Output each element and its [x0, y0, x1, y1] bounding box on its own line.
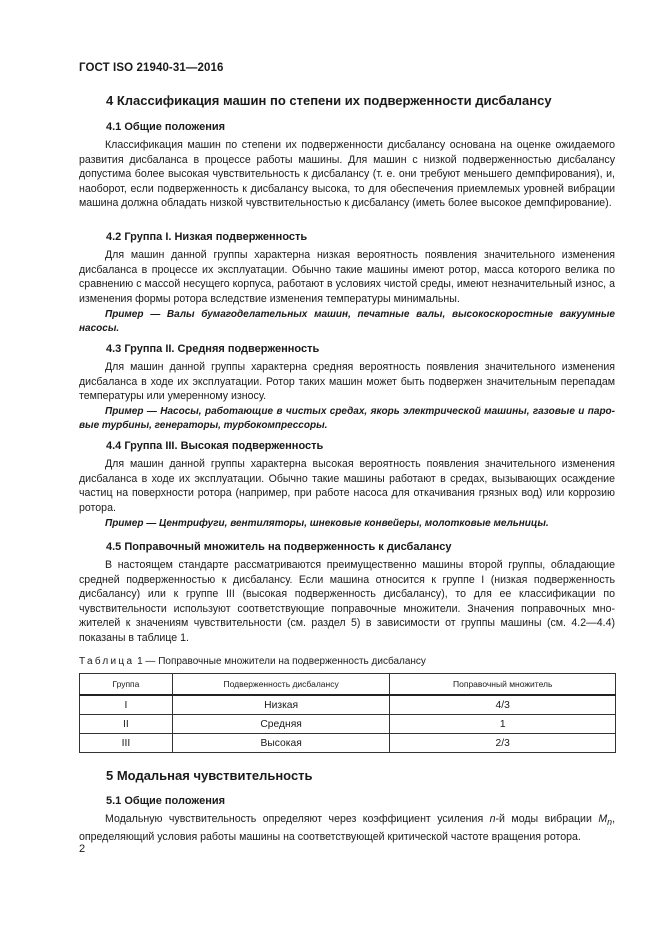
subsection-4-3-title: 4.3 Группа II. Средняя подверженность	[106, 343, 320, 355]
subsection-4-3-example: Пример — Насосы, работающие в чистых средах, якорь электрической машины, газовые и паровые турбины, генераторы, турбокомпрессоры.	[79, 406, 615, 432]
subsection-4-5-title: 4.5 Поправочный множитель на подверженность к дисбалансу	[106, 541, 452, 553]
variable-n: n	[489, 813, 496, 825]
table-caption-word: Таблица	[79, 656, 135, 667]
subsection-4-1-text: Классификация машин по степени их подверженности дисбалансу основана на оценке ожидаемого развития дисбаланса в процессе работы машины. Для машин с низкой подверженностью дисбалансу допустима более высокая чувствительность к дисбалансу (т. е. они требуют меньшего демпфирования), и, наоборот, если подверженность к дисбалансу высока, то для обеспечения приемлемых уровней вибрации машина должна обладать низкой чувствительностью к дисбалансу (иметь более высокое демпфирование).	[79, 139, 615, 210]
subsection-4-2-title: 4.2 Группа I. Низкая подверженность	[106, 231, 308, 243]
table-header-cell: Группа	[80, 674, 173, 696]
subsection-4-2-text: Для машин данной группы характерна низкая вероятность появления значительного изменения дисбаланса в процессе их эксплуатации. Обычно такие машины имеют ротор, масса которого велика по сравнению с массой несущего корпуса, работают в условиях чистой среды, имеют незначительный износ, а изменения формы ротора вследствие изменения температуры минимальны.	[79, 249, 615, 305]
table-cell: Высокая	[172, 734, 390, 753]
table-row	[80, 715, 616, 734]
table-cell: I	[80, 695, 173, 715]
table-cell: III	[80, 734, 173, 753]
text-fragment: Модальную чувствительность определяют через коэффициент усиления	[105, 813, 490, 825]
subsection-5-1-title: 5.1 Общие положения	[106, 795, 226, 807]
table-row	[80, 695, 616, 715]
table-cell: II	[80, 715, 173, 734]
table-row	[80, 734, 616, 753]
page-number: 2	[79, 843, 86, 855]
table-cell: Низкая	[172, 695, 390, 715]
subsection-4-4-text: Для машин данной группы характерна высокая вероятность появления значительного изменения дисбаланса в ходе их эксплуатации. Обычно такие машины работают в средах, вызывающих осаждение частиц на поверхности ротора (например, при работе насоса для откачивания грязных вод) или коррозию ротора.	[79, 458, 615, 514]
table-caption-text: 1 — Поправочные множители на подверженность дисбалансу	[134, 656, 426, 667]
subsection-4-3-text: Для машин данной группы характерна средняя вероятность появления значительного изменения дисбаланса в ходе их эксплуатации. Ротор таких машин может быть подвержен значительным перепадам температуры или умеренному износу.	[79, 361, 615, 403]
variable-M: M	[598, 813, 608, 825]
table-cell: 1	[390, 715, 616, 734]
table-header-row	[80, 674, 616, 696]
correction-factors-table	[79, 673, 616, 753]
table-cell: Средняя	[172, 715, 390, 734]
subsection-4-1-title: 4.1 Общие положения	[106, 121, 226, 133]
table-cell: 2/3	[390, 734, 616, 753]
table-header-cell: Подверженность дисбалансу	[172, 674, 390, 696]
text-fragment: -й моды вибрации	[495, 813, 599, 825]
subsection-4-4-title: 4.4 Группа III. Высокая подверженность	[106, 440, 324, 452]
table-cell: 4/3	[390, 695, 616, 715]
variable-subscript-n: n	[607, 817, 613, 828]
section-4-title: 4 Классификация машин по степени их подверженности дисбалансу	[106, 93, 552, 108]
subsection-4-2-example: Пример — Валы бумагоделательных машин, печатные валы, высокоскоростные вакуумные насосы.	[79, 309, 615, 335]
section-5-title: 5 Модальная чувствительность	[106, 768, 313, 783]
subsection-5-1-text	[79, 812, 615, 844]
document-header: ГОСТ ISO 21940-31—2016	[79, 62, 224, 74]
text-fragment: , определяющий условия работы машины на соответствующей критической частоте вращения ротора.	[79, 813, 616, 843]
subsection-4-5-text: В настоящем стандарте рассматриваются преимущественно машины второй группы, обладающие средней подверженностью к дисбалансу. Если машина относится к группе I (низкая подверженность дисбалансу) или к группе III (высокая подверженность дисбалансу), то для ее классификации по чувствительности используют соответствующие поправочные множители. Значения поправочных множителей к значениям чувствительности (см. раздел 5) в зависимости от группы машины (см. 4.2—4.4) показаны в таблице 1.	[79, 559, 615, 644]
subsection-4-4-example: Пример — Центрифуги, вентиляторы, шнековые конвейеры, молотковые мельницы.	[105, 518, 549, 529]
table-header-cell: Поправочный множитель	[390, 674, 616, 696]
table-1-caption	[79, 656, 426, 667]
